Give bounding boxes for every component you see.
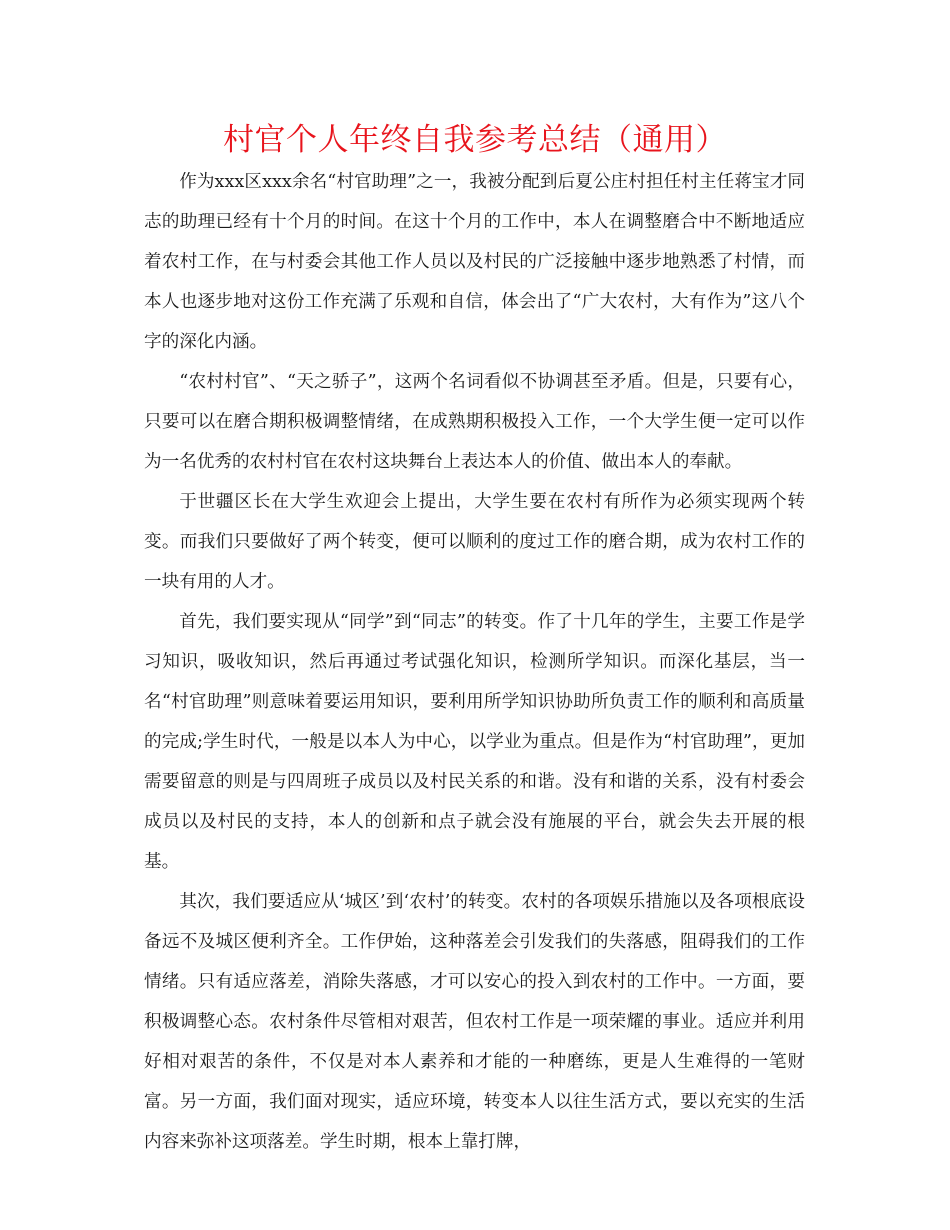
paragraph: 其次，我们要适应从‘城区’到‘农村’的转变。农村的各项娱乐措施以及各项根底设备远不及城区便利齐全。工作伊始，这种落差会引发我们的失落感，阻碍我们的工作情绪。只有适应落差，消除失落感，才可以安心的投入到农村的工作中。一方面，要积极调整心态。农村条件尽管相对艰苦，但农村工作是一项荣耀的事业。适应并利用好相对艰苦的条件，不仅是对本人素养和才能的一种磨练，更是人生难得的一笔财富。另一方面，我们面对现实，适应环境，转变本人以往生活方式，要以充实的生活内容来弥补这项落差。学生时期，根本上靠打牌， bbox=[144, 892, 805, 1152]
document-body bbox=[144, 162, 805, 1162]
paragraph: “农村村官”、“天之骄子”，这两个名词看似不协调甚至矛盾。但是，只要有心，只要可以在磨合期积极调整情绪，在成熟期积极投入工作，一个大学生便一定可以作为一名优秀的农村村官在农村这块舞台上表达本人的价值、做出本人的奉献。 bbox=[144, 372, 805, 472]
document-title: 村官个人年终自我参考总结（通用） bbox=[223, 122, 727, 158]
paragraph: 于世疆区长在大学生欢迎会上提出，大学生要在农村有所作为必须实现两个转变。而我们只要做好了两个转变，便可以顺利的度过工作的磨合期，成为农村工作的一块有用的人才。 bbox=[144, 492, 805, 592]
paragraph: 首先，我们要实现从“同学”到“同志”的转变。作了十几年的学生，主要工作是学习知识，吸收知识，然后再通过考试强化知识，检测所学知识。而深化基层，当一名“村官助理”则意味着要运用知识，要利用所学知识协助所负责工作的顺利和高质量的完成;学生时代，一般是以本人为中心，以学业为重点。但是作为“村官助理”，更加需要留意的则是与四周班子成员以及村民关系的和谐。没有和谐的关系，没有村委会成员以及村民的支持，本人的创新和点子就会没有施展的平台，就会失去开展的根基。 bbox=[144, 612, 805, 872]
paragraph: 作为xxx区xxx余名“村官助理”之一，我被分配到后夏公庄村担任村主任蒋宝才同志的助理已经有十个月的时间。在这十个月的工作中，本人在调整磨合中不断地适应着农村工作，在与村委会其他工作人员以及村民的广泛接触中逐步地熟悉了村情，而本人也逐步地对这份工作充满了乐观和自信，体会出了“广大农村，大有作为”这八个字的深化内涵。 bbox=[144, 172, 805, 352]
